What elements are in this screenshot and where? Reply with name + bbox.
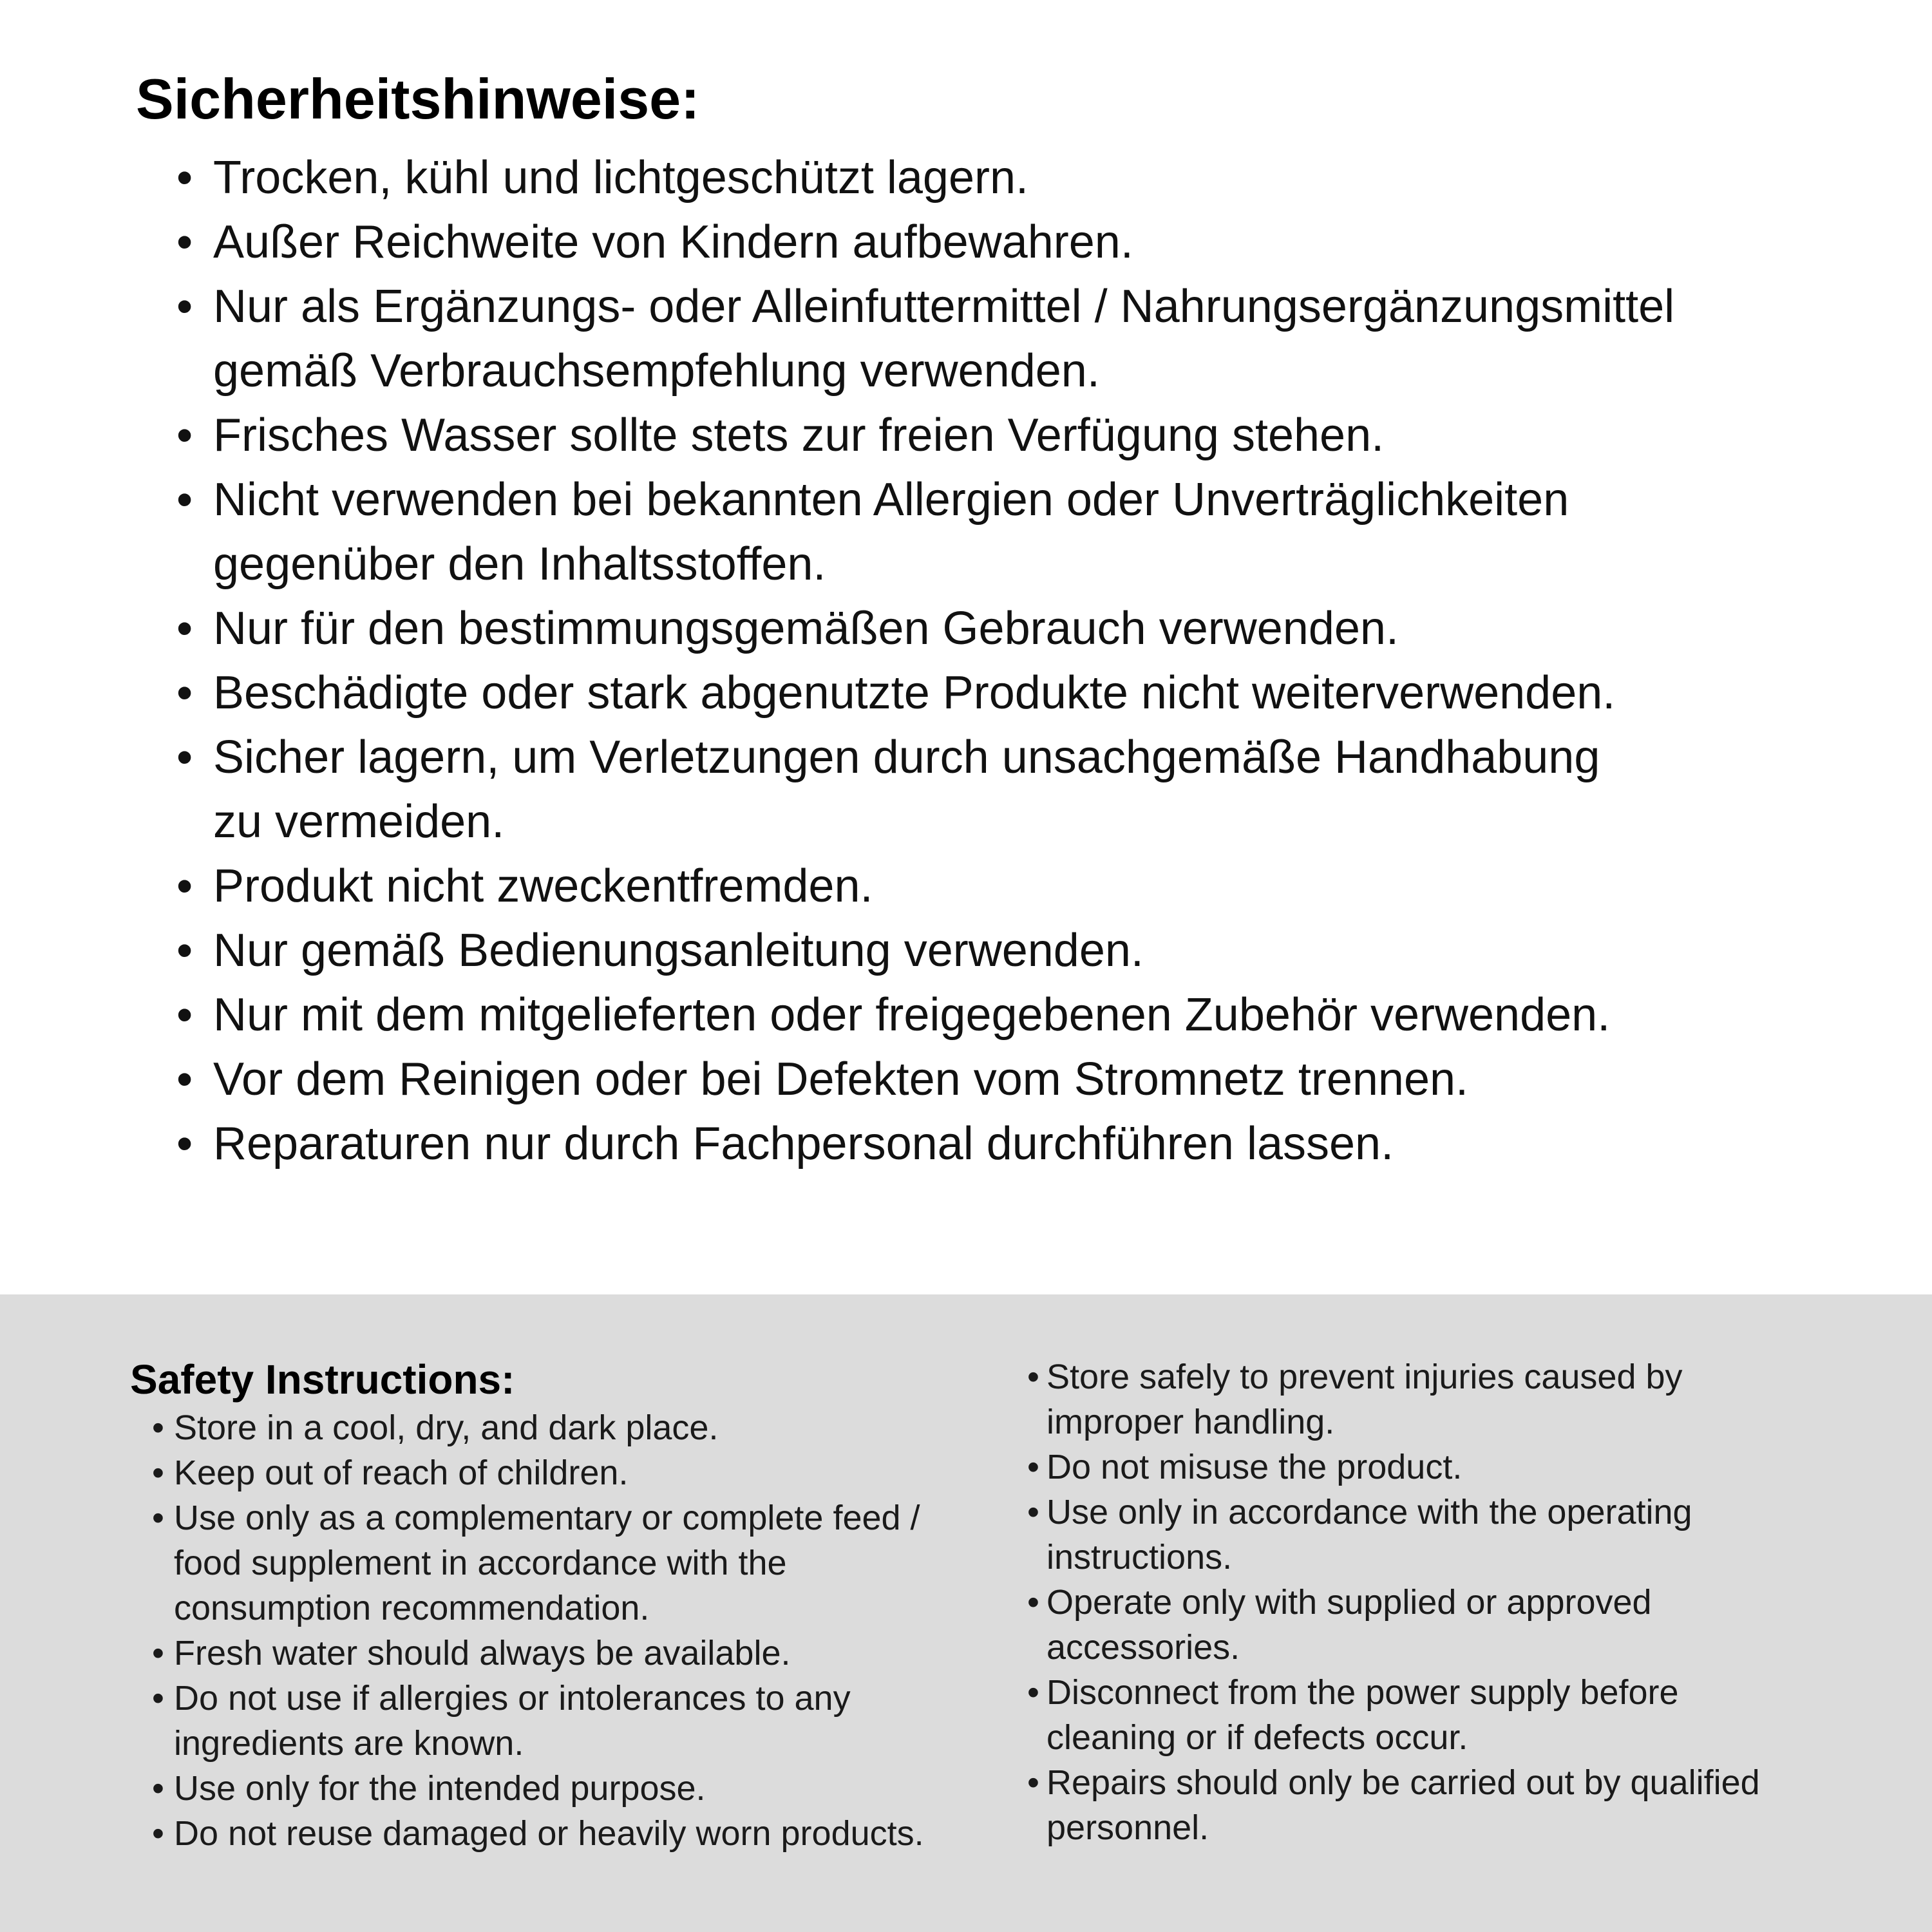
- list-item: [0, 468, 1932, 532]
- list-item-continuation: [0, 1715, 1932, 1760]
- list-item-text: Trocken, kühl und lichtgeschützt lagern.: [213, 152, 1029, 204]
- bullet-icon: •: [176, 925, 193, 976]
- bullet-icon: •: [176, 410, 193, 461]
- list-item: [0, 1444, 1932, 1490]
- list-item-text: Store in a cool, dry, and dark place.: [174, 1408, 719, 1447]
- bullet-icon: •: [152, 1499, 164, 1537]
- bullet-icon: •: [1027, 1493, 1039, 1531]
- list-item: [0, 725, 1932, 790]
- bullet-icon: •: [152, 1454, 164, 1492]
- bullet-icon: •: [152, 1769, 164, 1808]
- list-item: [0, 1354, 1932, 1399]
- list-item: [0, 146, 1932, 210]
- list-item-text: Nur für den bestimmungsgemäßen Gebrauch verwenden.: [213, 603, 1399, 654]
- list-item-text: instructions.: [1046, 1538, 1233, 1577]
- bullet-icon: •: [176, 860, 193, 912]
- list-item-continuation: [0, 1805, 1932, 1850]
- english-title: Safety Instructions:: [130, 1356, 515, 1403]
- list-item-continuation: [0, 339, 1932, 403]
- list-item-text: Disconnect from the power supply before: [1046, 1673, 1679, 1712]
- bullet-icon: •: [1027, 1763, 1039, 1802]
- list-item-text: Außer Reichweite von Kindern aufbewahren.: [213, 216, 1133, 268]
- list-item-text: Produkt nicht zweckentfremden.: [213, 860, 873, 912]
- list-item-text: improper handling.: [1046, 1403, 1335, 1441]
- list-item-text: Use only in accordance with the operating: [1046, 1493, 1692, 1531]
- list-item-text: Sicher lagern, um Verletzungen durch unsachgemäße Handhabung: [213, 732, 1600, 783]
- list-item-text: Nur mit dem mitgelieferten oder freigegebenen Zubehör verwenden.: [213, 989, 1611, 1041]
- list-item-text: Do not misuse the product.: [1046, 1448, 1463, 1486]
- list-item: [0, 1580, 1932, 1625]
- list-item-continuation: [0, 790, 1932, 854]
- german-bullet-list: [0, 146, 1932, 1176]
- list-item: [0, 983, 1932, 1047]
- list-item-text: Repairs should only be carried out by qualified: [1046, 1763, 1760, 1802]
- list-item-text: Nur gemäß Bedienungsanleitung verwenden.: [213, 925, 1144, 976]
- bullet-icon: •: [1027, 1583, 1039, 1622]
- list-item-text: Fresh water should always be available.: [174, 1634, 791, 1672]
- list-item: [0, 403, 1932, 468]
- list-item-text: Store safely to prevent injuries caused by: [1046, 1358, 1683, 1396]
- bullet-icon: •: [176, 152, 193, 204]
- list-item-text: Frisches Wasser sollte stets zur freien Verfügung stehen.: [213, 410, 1385, 461]
- list-item-text: ingredients are known.: [174, 1724, 524, 1763]
- list-item-text: personnel.: [1046, 1808, 1209, 1847]
- list-item: [0, 854, 1932, 918]
- list-item-text: Use only for the intended purpose.: [174, 1769, 706, 1808]
- list-item-text: Nur als Ergänzungs- oder Alleinfuttermittel / Nahrungsergänzungsmittel: [213, 281, 1675, 332]
- list-item: [0, 918, 1932, 983]
- bullet-icon: •: [152, 1679, 164, 1718]
- bullet-icon: •: [176, 1118, 193, 1170]
- list-item-text: Vor dem Reinigen oder bei Defekten vom Stromnetz trennen.: [213, 1054, 1469, 1105]
- list-item-text: Use only as a complementary or complete feed /: [174, 1499, 920, 1537]
- list-item: [0, 661, 1932, 725]
- list-item-continuation: [0, 532, 1932, 596]
- list-item-text: consumption recommendation.: [174, 1589, 650, 1627]
- bullet-icon: •: [176, 216, 193, 268]
- list-item-text: Keep out of reach of children.: [174, 1454, 629, 1492]
- bullet-icon: •: [176, 667, 193, 719]
- list-item-continuation: [0, 1625, 1932, 1670]
- bullet-icon: •: [176, 603, 193, 654]
- english-bullet-list-right: [0, 1354, 1932, 1850]
- bullet-icon: •: [152, 1408, 164, 1447]
- list-item-text: Operate only with supplied or approved: [1046, 1583, 1652, 1622]
- list-item: [0, 1047, 1932, 1112]
- list-item-text: food supplement in accordance with the: [174, 1544, 787, 1582]
- german-title: Sicherheitshinweise:: [136, 67, 700, 131]
- bullet-icon: •: [152, 1634, 164, 1672]
- list-item-text: cleaning or if defects occur.: [1046, 1718, 1468, 1757]
- list-item-text: Reparaturen nur durch Fachpersonal durchführen lassen.: [213, 1118, 1394, 1170]
- list-item-continuation: [0, 1535, 1932, 1580]
- list-item-text: accessories.: [1046, 1628, 1240, 1667]
- list-item: [0, 210, 1932, 274]
- list-item-text: Do not use if allergies or intolerances to any: [174, 1679, 851, 1718]
- bullet-icon: •: [176, 1054, 193, 1105]
- bullet-icon: •: [176, 732, 193, 783]
- english-section: [0, 1294, 1932, 1932]
- list-item-text: Nicht verwenden bei bekannten Allergien oder Unverträglichkeiten: [213, 474, 1569, 526]
- list-item-continuation: [0, 1399, 1932, 1444]
- list-item-text: Do not reuse damaged or heavily worn products.: [174, 1814, 924, 1853]
- bullet-icon: •: [1027, 1358, 1039, 1396]
- bullet-icon: •: [1027, 1673, 1039, 1712]
- list-item-text: zu vermeiden.: [213, 796, 505, 848]
- list-item: [0, 274, 1932, 339]
- list-item: [0, 1490, 1932, 1535]
- list-item: [0, 1112, 1932, 1176]
- list-item: [0, 596, 1932, 661]
- bullet-icon: •: [152, 1814, 164, 1853]
- bullet-icon: •: [176, 989, 193, 1041]
- list-item-text: Beschädigte oder stark abgenutzte Produkte nicht weiterverwenden.: [213, 667, 1616, 719]
- list-item-text: gegenüber den Inhaltsstoffen.: [213, 538, 826, 590]
- list-item: [0, 1760, 1932, 1805]
- list-item-text: gemäß Verbrauchsempfehlung verwenden.: [213, 345, 1100, 397]
- bullet-icon: •: [176, 281, 193, 332]
- bullet-icon: •: [176, 474, 193, 526]
- bullet-icon: •: [1027, 1448, 1039, 1486]
- list-item: [0, 1670, 1932, 1715]
